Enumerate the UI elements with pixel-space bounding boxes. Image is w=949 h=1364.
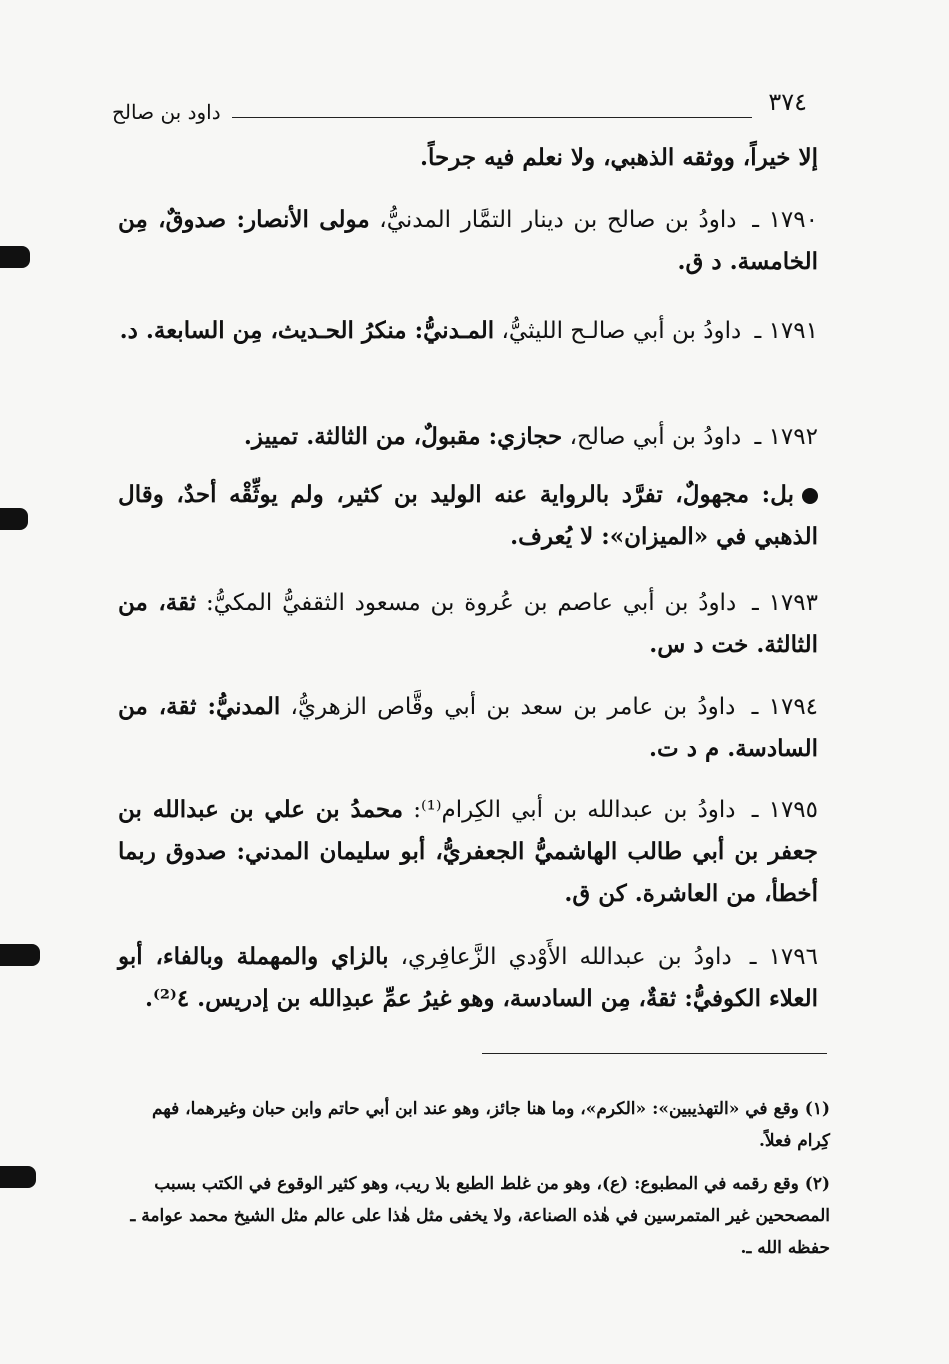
scan-edge-mark bbox=[0, 508, 28, 530]
entry-text: بالزاي والمهملة وبالفاء، أبو العلاء الكوفيُّ: ثقةٌ، مِن السادسة، وهو غيرُ عمِّ عبدِالله بن إدريس. ٤⁽²⁾. bbox=[118, 943, 818, 1012]
footnote-1: (١) وقع في «التهذيبين»: «الكرم»، وما هنا جائز، وهو عند ابن أبي حاتم وابن حبان وغيرهما، فهم كِرام فعلاً. bbox=[151, 1099, 830, 1151]
entry-name: داودُ بن أبي صالح، bbox=[569, 424, 742, 450]
entry-text: المـدنيُّ: منكرُ الحـديث، مِن السابعة. د. bbox=[119, 317, 495, 344]
entry-text: مولى الأنصار: صدوقٌ، مِن الخامسة. د ق. bbox=[118, 206, 818, 275]
entry-number: ١٧٩٢ ـ bbox=[754, 424, 818, 450]
page-number: ٣٧٤ bbox=[768, 88, 807, 116]
bullet-icon bbox=[802, 488, 818, 504]
entry-1796 bbox=[118, 936, 818, 1020]
entry-number: ١٧٩٠ ـ bbox=[752, 207, 818, 233]
entry-text: محمدُ بن علي بن عبدالله بن جعفر بن أبي طالب الهاشميُّ الجعفريُّ، أبو سليمان المدني: صدوق ربما أخطأ، من العاشرة. كن ق. bbox=[118, 796, 818, 907]
entry-name: داودُ بن أبي صالـح الليثيُّ، bbox=[501, 318, 742, 344]
entry-name: داودُ بن أبي عاصم بن عُروة بن مسعود الثقفيُّ المكيُّ: bbox=[205, 590, 737, 616]
running-title: داود بن صالح bbox=[112, 100, 221, 124]
entry-1791 bbox=[118, 310, 818, 352]
entry-name: داودُ بن عبدالله بن أبي الكِرام⁽¹⁾: bbox=[413, 797, 736, 823]
entry-name: داودُ بن عبدالله الأَوْدي الزَّعافِري، bbox=[400, 944, 732, 970]
entry-number: ١٧٩٦ ـ bbox=[749, 944, 818, 970]
entry-number: ١٧٩٤ ـ bbox=[751, 694, 819, 720]
continuation-text bbox=[118, 137, 818, 179]
entry-text: ثقة، من الثالثة. خت د س. bbox=[118, 589, 818, 658]
header-rule bbox=[232, 117, 752, 118]
scan-edge-mark bbox=[0, 944, 40, 966]
note-text: بل: مجهولٌ، تفرَّد بالرواية عنه الوليد بن كثير، ولم يوثِّقْه أحدٌ، وقال الذهبي في «الميزان»: لا يُعرف. bbox=[118, 481, 818, 550]
entry-text: المدنيُّ: ثقة، من السادسة. م د ت. bbox=[118, 693, 818, 762]
entry-text: إلا خيراً، ووثقه الذهبي، ولا نعلم فيه جرحاً. bbox=[420, 144, 818, 171]
entry-name: داودُ بن صالح بن دينار التمَّار المدنيُّ، bbox=[379, 207, 737, 233]
scan-edge-mark bbox=[0, 246, 30, 268]
entry-number: ١٧٩٥ ـ bbox=[751, 797, 819, 823]
entry-1794 bbox=[118, 686, 818, 770]
scan-edge-mark bbox=[0, 1166, 36, 1188]
footnote-rule bbox=[482, 1053, 827, 1054]
entry-number: ١٧٩٣ ـ bbox=[752, 590, 818, 616]
entry-name: داودُ بن عامر بن سعد بن أبي وقَّاص الزهريُّ، bbox=[290, 694, 736, 720]
footnote-2: (٢) وقع رقمه في المطبوع: (ع)، وهو من غلط الطبع بلا ريب، وهو كثير الوقوع في الكتب بسبب المصححين غير المتمرسين في هٰذه الصناعة، ولا يخفى مثل هٰذا على عالم مثل الشيخ محمد عوامة ـ حفظه الله ـ. bbox=[130, 1174, 830, 1258]
entry-text: حجازي: مقبولٌ، من الثالثة. تمييز. bbox=[243, 423, 563, 450]
entry-1792 bbox=[118, 416, 818, 458]
editor-note bbox=[118, 474, 818, 558]
entry-number: ١٧٩١ ـ bbox=[754, 318, 818, 344]
entry-1790 bbox=[118, 199, 818, 283]
entry-1795 bbox=[118, 789, 818, 915]
entry-1793 bbox=[118, 582, 818, 666]
